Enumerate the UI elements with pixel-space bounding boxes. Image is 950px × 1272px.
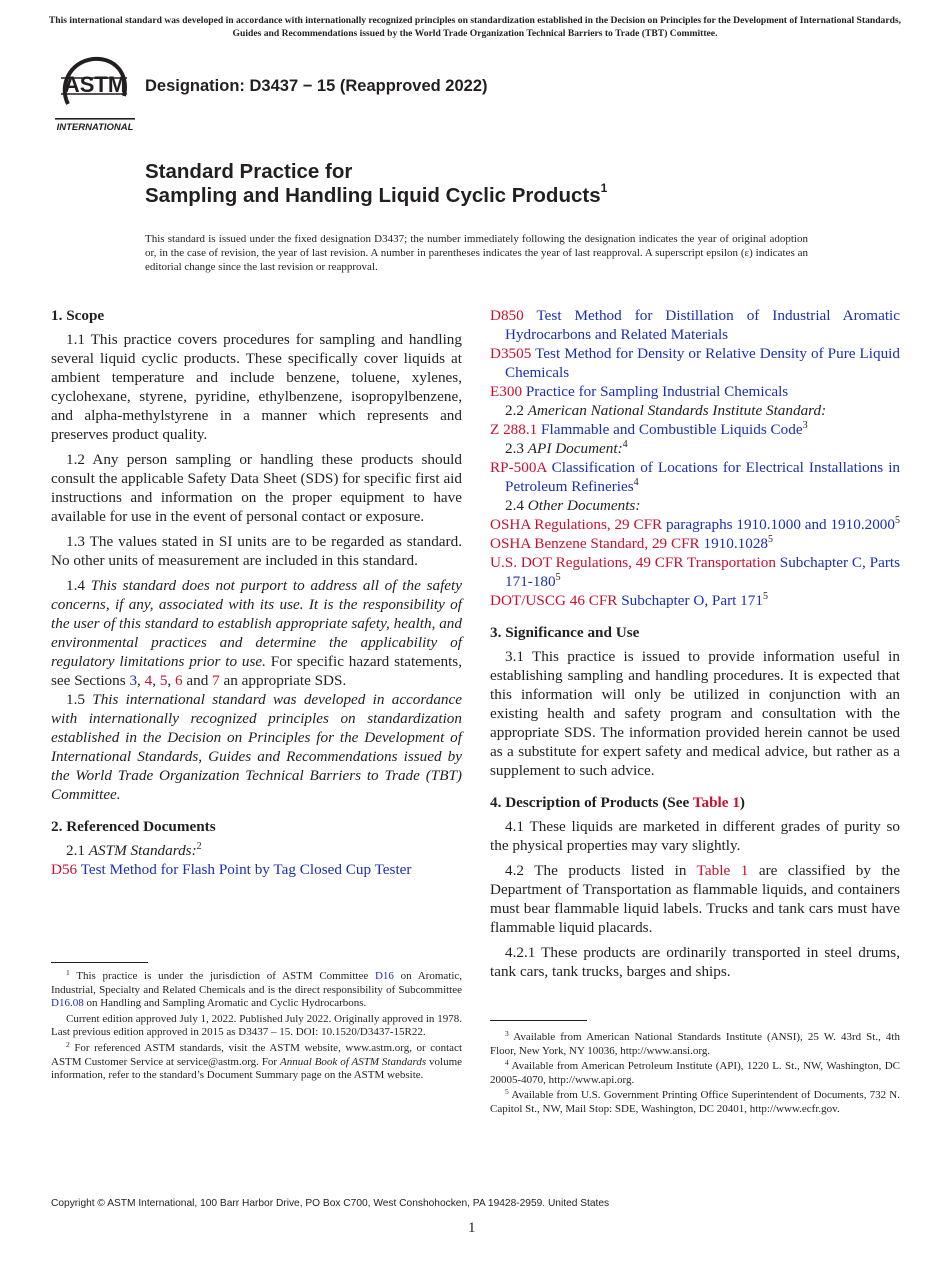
footnote-mark: 5 <box>505 1087 509 1097</box>
footnote-rule-right <box>490 1020 587 1021</box>
text: an appropriate SDS. <box>223 672 347 689</box>
page-number: 1 <box>468 1220 476 1236</box>
footnote-mark: 4 <box>505 1058 509 1068</box>
ref-code[interactable]: OSHA Benzene Standard, 29 CFR <box>490 535 700 552</box>
title-footnote-mark[interactable]: 1 <box>600 181 608 195</box>
footnote-mark[interactable]: 5 <box>555 572 561 583</box>
ref-d850[interactable] <box>490 306 900 344</box>
text: Available from U.S. Government Printing Office Superintendent of Documents, 732 N. Capitol St., NW, Mail Stop: SDE, Washington, DC 20401, http://www.ecfr.gov. <box>490 1089 900 1115</box>
ref-rp500a[interactable] <box>490 458 900 496</box>
copyright: Copyright © ASTM International, 100 Barr Harbor Drive, PO Box C700, West Conshohocken, PA 19428-2959. United States <box>51 1198 610 1209</box>
text: Available from American Petroleum Institute (API), 1220 L. St., NW, Washington, DC 20005-4070, http://www.api.org. <box>490 1060 900 1086</box>
ref-dot-regs[interactable] <box>490 553 900 591</box>
label: American National Standards Institute Standard: <box>527 402 827 419</box>
section-link-7[interactable]: 7 <box>212 672 220 689</box>
text: Annual Book of ASTM Standards <box>280 1055 427 1068</box>
left-column <box>51 306 462 879</box>
para-2-2 <box>490 401 900 420</box>
text: volume information, refer to the standard’s Document Summary page on the ASTM website. <box>51 1055 463 1082</box>
ref-code[interactable]: U.S. DOT Regulations, 49 CFR Transportation <box>490 554 776 571</box>
international-standard-notice: This international standard was developed in accordance with internationally recognized principles on standardization established in the Decision on Principles for the Development of International Standards, Guides and Recommendations issued by the World Trade Organization Technical Barriers to Trade (TBT) Committee. <box>48 15 902 39</box>
ref-code[interactable]: D56 <box>51 861 78 878</box>
para-2-1 <box>51 841 462 860</box>
label: API Document: <box>527 440 623 457</box>
ref-title[interactable]: Subchapter O, Part 171 <box>621 592 763 609</box>
ref-title[interactable]: Flammable and Combustible Liquids Code <box>541 421 803 438</box>
text: 4. Description of Products (See <box>490 794 690 811</box>
title-line-2 <box>145 181 608 208</box>
footnote-3 <box>490 1031 900 1058</box>
footnote-mark: 3 <box>505 1029 509 1038</box>
footnote-5 <box>490 1089 900 1116</box>
para-4-1: 4.1 These liquids are marketed in different grades of purity so the physical properties may vary slightly. <box>490 818 900 854</box>
logo-letters: ASTM <box>63 72 127 97</box>
footnote-mark: 2 <box>66 1039 70 1049</box>
para-number: 2.3 <box>505 440 524 457</box>
para-2-4 <box>490 496 900 515</box>
section-link-5[interactable]: 5 <box>159 672 168 689</box>
ref-code[interactable]: OSHA Regulations, 29 CFR <box>490 516 663 533</box>
ref-title[interactable]: Test Method for Distillation of Industrial Aromatic Hydrocarbons and Related Materials <box>505 307 900 343</box>
subcommittee-link[interactable]: D16.08 <box>51 997 84 1010</box>
footnote-4 <box>490 1060 900 1087</box>
text: ) <box>739 794 745 811</box>
ref-code[interactable]: D3505 <box>490 345 532 362</box>
wto-statement: This international standard was developed in accordance with internationally recognized principles on standardization established in the Decision on Principles for the Development of International Standards, Guides and Recommendations issued by the World Trade Organization Technical Barriers to Trade (TBT) Committee. <box>51 691 463 803</box>
footnotes-right <box>490 1031 900 1119</box>
title-text: Sampling and Handling Liquid Cyclic Products <box>145 184 601 207</box>
text: are classified by the Department of Transportation as flammable liquids, and containers must bear flammable liquid labels. Trucks and tank cars must have flammable liquid placards. <box>490 862 901 936</box>
footnote-mark[interactable]: 3 <box>802 420 808 431</box>
logo-subtext: INTERNATIONAL <box>56 122 134 132</box>
para-number: 1.4 <box>66 577 85 594</box>
ref-title[interactable]: Subchapter C, Parts 171-180 <box>505 554 901 590</box>
text: and <box>186 672 209 689</box>
para-number: 2.1 <box>66 842 85 859</box>
text: For specific hazard statements, see Sections <box>51 653 462 689</box>
safety-caveat: This standard does not purport to address all of the safety concerns, if any, associated with its use. It is the responsibility of the user of this standard to establish appropriate safety, health, and environmental practices and determine the applicability of regulatory limitations prior to use. <box>51 577 462 670</box>
footnote-1-edition: Current edition approved July 1, 2022. Published July 2022. Originally approved in 1978. Last previous edition approved in 2015 as D3437 – 15. DOI: 10.1520/D3437-15R22. <box>51 1012 462 1039</box>
para-4-2 <box>490 861 900 937</box>
ref-e300[interactable] <box>490 382 900 401</box>
footnote-mark[interactable]: 4 <box>633 477 639 488</box>
para-1-2: 1.2 Any person sampling or handling these products should consult the applicable Safety Data Sheet (SDS) for specific first aid instructions and information on the proper equipment to have available for use in the event of personal contact or exposure. <box>51 451 462 525</box>
section-4-heading <box>490 793 900 812</box>
designation: Designation: D3437 − 15 (Reapproved 2022) <box>145 77 488 95</box>
right-column <box>490 306 900 981</box>
label: Other Documents: <box>527 497 641 514</box>
ref-code[interactable]: D850 <box>490 307 524 324</box>
ref-osha-benzene[interactable] <box>490 534 900 553</box>
footnote-mark[interactable]: 4 <box>622 439 628 450</box>
text: This practice is under the jurisdiction of ASTM Committee <box>76 970 369 982</box>
footnote-rule-left <box>51 962 148 963</box>
section-1-heading: 1. Scope <box>51 307 105 324</box>
ref-title[interactable]: Test Method for Flash Point by Tag Closed Cup Tester <box>80 861 412 878</box>
issued-note: This standard is issued under the fixed designation D3437; the number immediately following the designation indicates the year of original adoption or, in the case of revision, the year of last revision. A number in parentheses indicates the year of last reapproval. A superscript epsilon (ε) indicates an editorial change since the last revision or reapproval. <box>145 233 808 274</box>
footnote-mark[interactable]: 5 <box>768 534 774 545</box>
ref-d56[interactable] <box>51 860 462 879</box>
ref-dot-uscg[interactable] <box>490 591 900 610</box>
ref-z288[interactable] <box>490 420 900 439</box>
footnote-2 <box>51 1039 463 1083</box>
section-2-heading: 2. Referenced Documents <box>51 818 216 835</box>
section-3-heading: 3. Significance and Use <box>490 624 640 641</box>
footnote-mark: 1 <box>66 968 70 977</box>
astm-logo <box>55 56 135 132</box>
para-number: 2.2 <box>505 402 524 419</box>
ref-d3505[interactable] <box>490 344 900 382</box>
footnote-mark[interactable]: 5 <box>895 515 900 526</box>
text: 4.2 The products listed in <box>505 862 687 879</box>
ref-code[interactable]: DOT/USCG 46 CFR <box>490 592 618 609</box>
title-line-1: Standard Practice for <box>145 160 353 183</box>
section-link-3[interactable]: 3 <box>129 672 138 689</box>
table-1-link[interactable]: Table 1 <box>692 794 740 811</box>
para-number: 2.4 <box>505 497 524 514</box>
committee-link[interactable]: D16 <box>374 970 394 982</box>
section-link-4[interactable]: 4 <box>144 672 153 689</box>
ref-code[interactable]: E300 <box>490 383 523 400</box>
ref-title[interactable]: 1910.1028 <box>703 535 769 552</box>
ref-code[interactable]: RP-500A <box>490 459 547 476</box>
text: Available from American National Standards Institute (ANSI), 25 W. 43rd St., 4th Floor, New York, NY 10036, http://www.ansi.org. <box>490 1031 900 1057</box>
para-4-2-1: 4.2.1 These products are ordinarily transported in steel drums, tank cars, tank trucks, barges and ships. <box>490 944 900 980</box>
footnote-1 <box>51 970 462 1011</box>
section-link-6[interactable]: 6 <box>175 672 183 689</box>
footnotes-left <box>51 970 462 1085</box>
footnote-mark[interactable]: 5 <box>762 591 768 602</box>
para-3-1: 3.1 This practice is issued to provide information useful in establishing sampling and handling procedures. It is expected that this information will only be utilized in conjunction with an existing health and safety program and consultation with the appropriate SDS. The information provided herein cannot be used as a substitute for expert safety and medical advice, but rather as a supplement to such advice. <box>490 648 900 779</box>
ref-title[interactable]: Classification of Locations for Electrical Installations in Petroleum Refineries <box>505 459 901 495</box>
footnote-mark[interactable]: 2 <box>196 841 202 852</box>
text: on Handling and Sampling Aromatic and Cyclic Hydrocarbons. <box>86 997 367 1010</box>
ref-title[interactable]: Practice for Sampling Industrial Chemicals <box>525 383 789 400</box>
ref-title[interactable]: Test Method for Density or Relative Density of Pure Liquid Chemicals <box>505 345 900 381</box>
para-number: 1.5 <box>66 691 85 708</box>
text: For referenced ASTM standards, visit the ASTM website, www.astm.org, or contact ASTM Customer Service at service@astm.org. For <box>51 1041 463 1068</box>
para-1-5 <box>51 690 462 804</box>
para-2-3 <box>490 439 900 458</box>
para-1-3: 1.3 The values stated in SI units are to be regarded as standard. No other units of measurement are included in this standard. <box>51 533 462 569</box>
para-1-1: 1.1 This practice covers procedures for sampling and handling several liquid cyclic products. These specifically cover liquids at ambient temperature and include benzene, toluene, xylenes, cyclohexane, styrene, pyridine, ethylbenzene, isopropylbenzene, and alpha-methylstyrene in a manner which represents and preserves product quality. <box>51 331 462 443</box>
para-1-4: 1.4 This standard does not purport to address all of the safety concerns, if any, associated with its use. It is the responsibility of the user of this standard to establish appropriate safety, health, and environmental practices and determine the applicability of regulatory limitations prior to use. For specific hazard statements, see Sections 3, 4, 5, 6 and 7 an appropriate SDS. <box>51 577 462 689</box>
text: on Aromatic, Industrial, Specialty and Related Chemicals and is the direct responsibility of Subcommittee <box>51 970 463 996</box>
label: ASTM Standards: <box>88 842 197 859</box>
ref-osha-regs[interactable] <box>490 515 900 534</box>
table-1-link[interactable]: Table 1 <box>696 862 749 879</box>
ref-title[interactable]: paragraphs 1910.1000 and 1910.2000 <box>665 516 895 533</box>
ref-code[interactable]: Z 288.1 <box>490 421 538 438</box>
